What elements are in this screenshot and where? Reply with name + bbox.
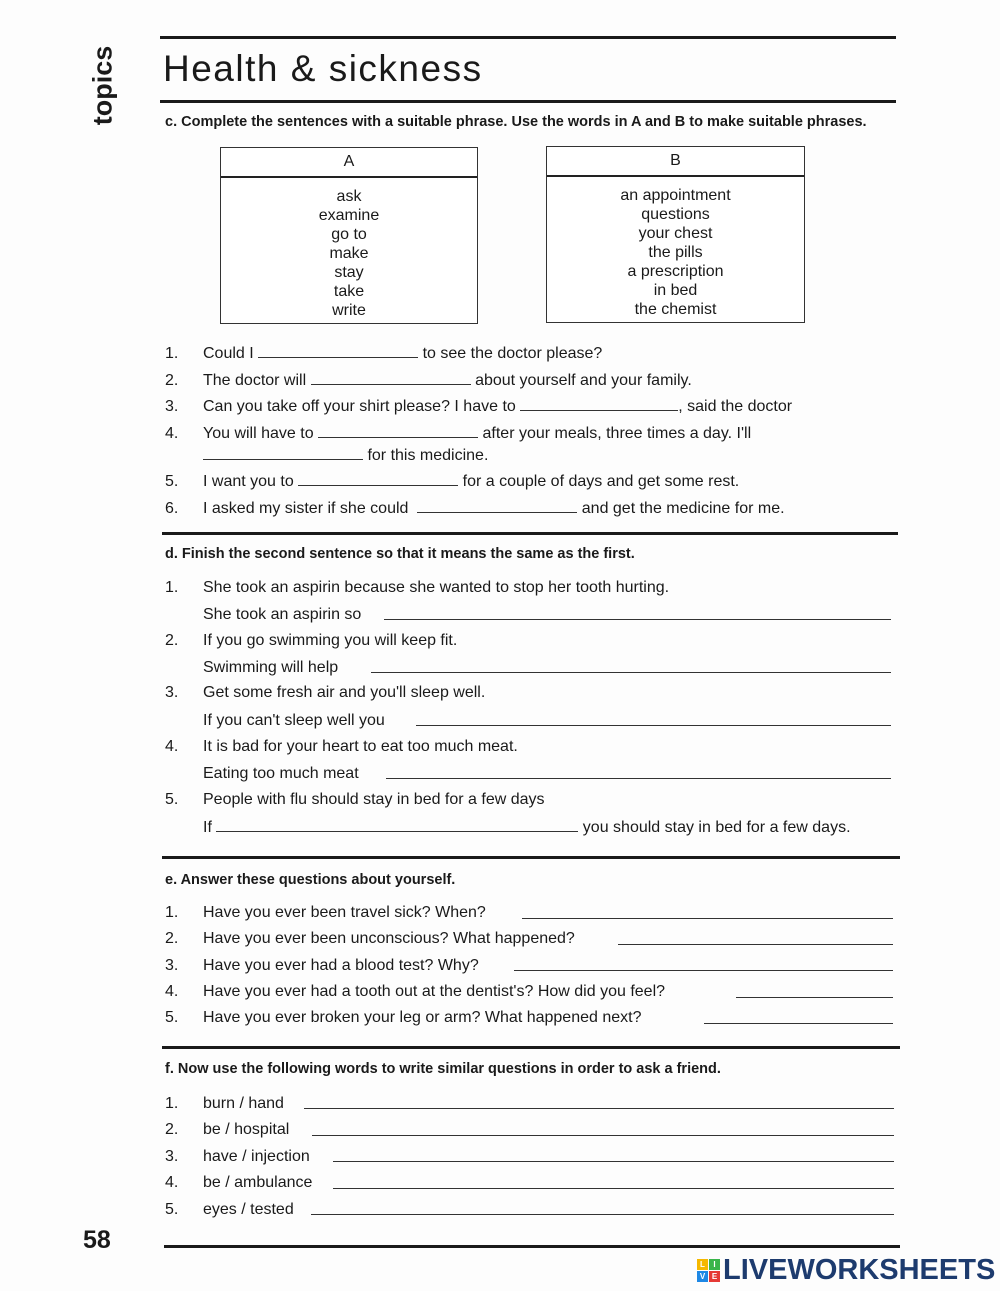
question-text: She took an aspirin so [203,606,362,623]
answer-line[interactable] [522,904,893,919]
answer-blank[interactable] [311,370,471,385]
d-item-4-second [165,765,359,783]
d-item-2-second [165,659,338,677]
f-item-3 [165,1148,310,1166]
d-item-4-first [165,738,518,756]
section-c-instruction: c. Complete the sentences with a suitable phrase. Use the words in A and B to make suitable phrases. [165,114,867,130]
word-a-item: examine [318,207,380,224]
question-text: Have you ever been unconscious? What happened? [203,930,575,947]
answer-blank[interactable] [417,498,577,513]
question-text: Have you ever had a blood test? Why? [203,957,479,974]
f-item-1 [165,1095,284,1113]
grid-cell-l: L [697,1259,708,1270]
question-text: You will have to [203,425,314,442]
c-question-6 [165,498,785,518]
answer-line[interactable] [333,1174,894,1189]
question-text: Have you ever been travel sick? When? [203,904,486,921]
question-number: 2. [165,632,179,649]
grid-cell-i: I [709,1259,720,1270]
question-number: 3. [165,957,179,974]
section-divider [162,1046,900,1049]
question-text: Eating too much meat [203,765,359,782]
question-number: 4. [165,738,179,755]
d-item-1-first [165,579,669,597]
word-b-item: the pills [648,244,703,261]
question-text: be / hospital [203,1121,290,1138]
question-text: Can you take off your shirt please? I have to [203,398,516,415]
question-text: be / ambulance [203,1174,313,1191]
word-b-item: an appointment [620,187,731,204]
d-item-1-second [165,606,361,624]
word-a-item: write [332,302,366,319]
answer-line[interactable] [333,1147,894,1162]
word-b-item: questions [641,206,710,223]
question-text: Get some fresh air and you'll sleep well. [203,684,486,701]
question-text: I asked my sister if she could [203,500,409,517]
grid-cell-e: E [709,1271,720,1282]
e-question-1 [165,904,486,922]
f-item-4 [165,1174,312,1192]
section-divider [162,532,898,535]
e-question-2 [165,930,575,948]
top-rule [160,36,896,39]
question-text: for this medicine. [367,447,489,464]
c-question-2 [165,370,692,390]
section-d-instruction: d. Finish the second sentence so that it means the same as the first. [165,546,635,562]
question-number: 6. [165,500,179,517]
question-number: 3. [165,684,179,701]
f-item-2 [165,1121,289,1139]
question-number: 1. [165,579,179,596]
question-text: If you go swimming you will keep fit. [203,632,458,649]
question-number: 2. [165,930,179,947]
topics-label: topics [87,45,118,125]
question-number: 3. [165,1148,179,1165]
answer-line[interactable] [311,1200,894,1215]
d-item-5-first [165,791,545,809]
question-text: to see the doctor please? [422,345,603,362]
question-number: 5. [165,791,179,808]
word-box-b-items [547,177,804,319]
question-number: 4. [165,425,179,442]
question-text: People with flu should stay in bed for a few days [203,791,545,808]
liveworksheets-logo[interactable] [697,1254,995,1287]
word-a-item: stay [334,264,364,281]
question-number: 2. [165,1121,179,1138]
answer-blank[interactable] [318,423,478,438]
answer-blank[interactable] [258,343,418,358]
question-number: 1. [165,904,179,921]
question-text: you should stay in bed for a few days. [582,819,851,836]
answer-line[interactable] [514,956,893,971]
question-number: 4. [165,1174,179,1191]
answer-blank[interactable] [216,817,578,832]
question-number: 4. [165,983,179,1000]
liveworksheets-wordmark: LIVEWORKSHEETS [723,1254,996,1286]
question-number: 1. [165,345,179,362]
word-box-a-header: A [221,148,477,178]
side-label-topics [80,40,126,130]
question-text: If you can't sleep well you [203,712,385,729]
answer-line[interactable] [304,1094,894,1109]
word-b-item: in bed [653,282,698,299]
footer-rule [164,1245,900,1248]
word-box-b-header: B [547,147,804,177]
section-divider [162,856,900,859]
question-text: It is bad for your heart to eat too much meat. [203,738,518,755]
c-question-5 [165,471,739,491]
page-number: 58 [83,1226,111,1254]
c-question-1 [165,343,602,363]
c-question-4-line-2 [165,445,488,465]
answer-blank[interactable] [298,471,458,486]
word-box-a-items [221,178,477,320]
e-question-3 [165,957,479,975]
c-question-4 [165,423,751,443]
question-text: burn / hand [203,1095,284,1112]
question-text: have / injection [203,1148,310,1165]
section-f-instruction: f. Now use the following words to write similar questions in order to ask a friend. [165,1061,721,1077]
question-text: Have you ever had a tooth out at the dentist's? How did you feel? [203,983,666,1000]
question-text: eyes / tested [203,1201,294,1218]
answer-blank[interactable] [520,396,678,411]
d-item-3-second [165,712,385,730]
question-number: 1. [165,1095,179,1112]
word-box-a [220,147,478,324]
question-text: and get the medicine for me. [581,500,785,517]
word-b-item: a prescription [627,263,724,280]
live-grid-icon [697,1259,720,1282]
question-text: If [203,819,212,836]
answer-blank[interactable] [203,445,363,460]
title-rule [160,100,896,103]
page-title: Health & sickness [163,48,483,89]
word-box-b [546,146,805,323]
word-b-item: your chest [638,225,713,242]
answer-line[interactable] [416,711,891,726]
grid-cell-v: V [697,1271,708,1282]
d-item-5-second [165,817,851,837]
answer-line[interactable] [312,1121,894,1136]
c-question-3 [165,396,792,416]
word-b-item: the chemist [634,301,717,318]
question-text: , said the doctor [678,398,793,415]
question-number: 2. [165,372,179,389]
question-text: She took an aspirin because she wanted to stop her tooth hurting. [203,579,670,596]
word-a-item: take [333,283,365,300]
question-number: 5. [165,473,179,490]
answer-line[interactable] [371,658,891,673]
answer-line[interactable] [386,764,891,779]
question-number: 5. [165,1009,179,1026]
question-text: I want you to [203,473,294,490]
question-number: 3. [165,398,179,415]
question-number: 5. [165,1201,179,1218]
answer-line[interactable] [384,605,891,620]
d-item-2-first [165,632,457,650]
answer-line[interactable] [704,1009,893,1024]
question-text: about yourself and your family. [475,372,692,389]
word-a-item: go to [331,226,367,243]
question-text: Could I [203,345,254,362]
word-a-item: make [329,245,369,262]
word-a-item: ask [336,188,362,205]
question-text: Have you ever broken your leg or arm? What happened next? [203,1009,642,1026]
d-item-3-first [165,684,485,702]
e-question-5 [165,1009,641,1027]
f-item-5 [165,1201,294,1219]
e-question-4 [165,983,665,1001]
question-text: The doctor will [203,372,307,389]
section-e-instruction: e. Answer these questions about yourself. [165,872,456,888]
answer-line[interactable] [736,983,893,998]
question-text: after your meals, three times a day. I'll [482,425,752,442]
question-text: Swimming will help [203,659,339,676]
answer-line[interactable] [618,930,893,945]
question-text: for a couple of days and get some rest. [462,473,740,490]
